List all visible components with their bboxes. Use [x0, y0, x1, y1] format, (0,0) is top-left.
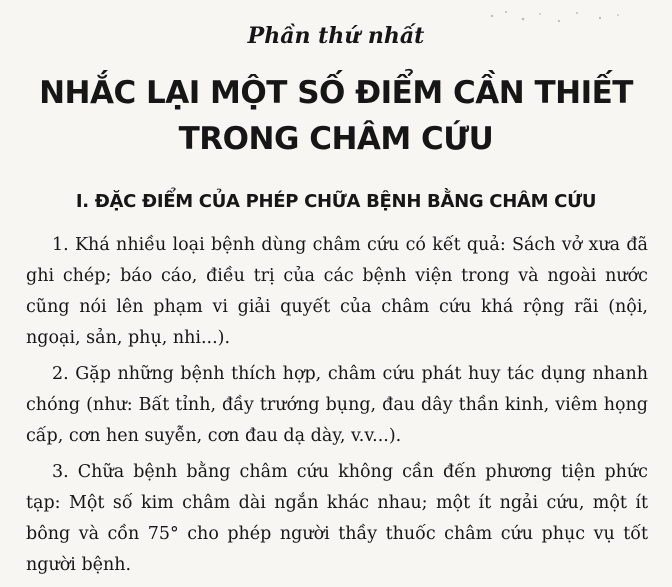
part-label: Phần thứ nhất — [247, 23, 425, 49]
paragraph-3: 3. Chữa bệnh bằng châm cứu không cần đến phương tiện phức tạp: Một số kim châm dài ngắn khác nhau; một ít ngải cứu, một ít bông và cồn 75° cho phép người thầy thuốc châm cứu phục vụ tốt người bệnh. — [26, 462, 648, 575]
paragraph-2: 2. Gặp những bệnh thích hợp, châm cứu phát huy tác dụng nhanh chóng (như: Bất tỉnh, đầy trướng bụng, đau dây thần kinh, viêm họng cấp, cơn hen suyễn, cơn đau dạ dày, v.v...). — [26, 364, 648, 446]
main-title-line-1: NHẮC LẠI MỘT SỐ ĐIỂM CẦN THIẾT — [39, 75, 633, 111]
body-text — [26, 230, 648, 586]
section-heading: I. ĐẶC ĐIỂM CỦA PHÉP CHỮA BỆNH BẰNG CHÂM CỨU — [75, 191, 597, 212]
main-title — [0, 70, 672, 162]
main-title-line-2: TRONG CHÂM CỨU — [178, 121, 494, 157]
paragraph-1: 1. Khá nhiều loại bệnh dùng châm cứu có kết quả: Sách vở xưa đã ghi chép; báo cáo, điều trị của các bệnh viện trong và ngoài nước cũng nói lên phạm vi giải quyết của châm cứu khá rộng rãi (nội, ngoại, sản, phụ, nhi...). — [26, 235, 648, 348]
